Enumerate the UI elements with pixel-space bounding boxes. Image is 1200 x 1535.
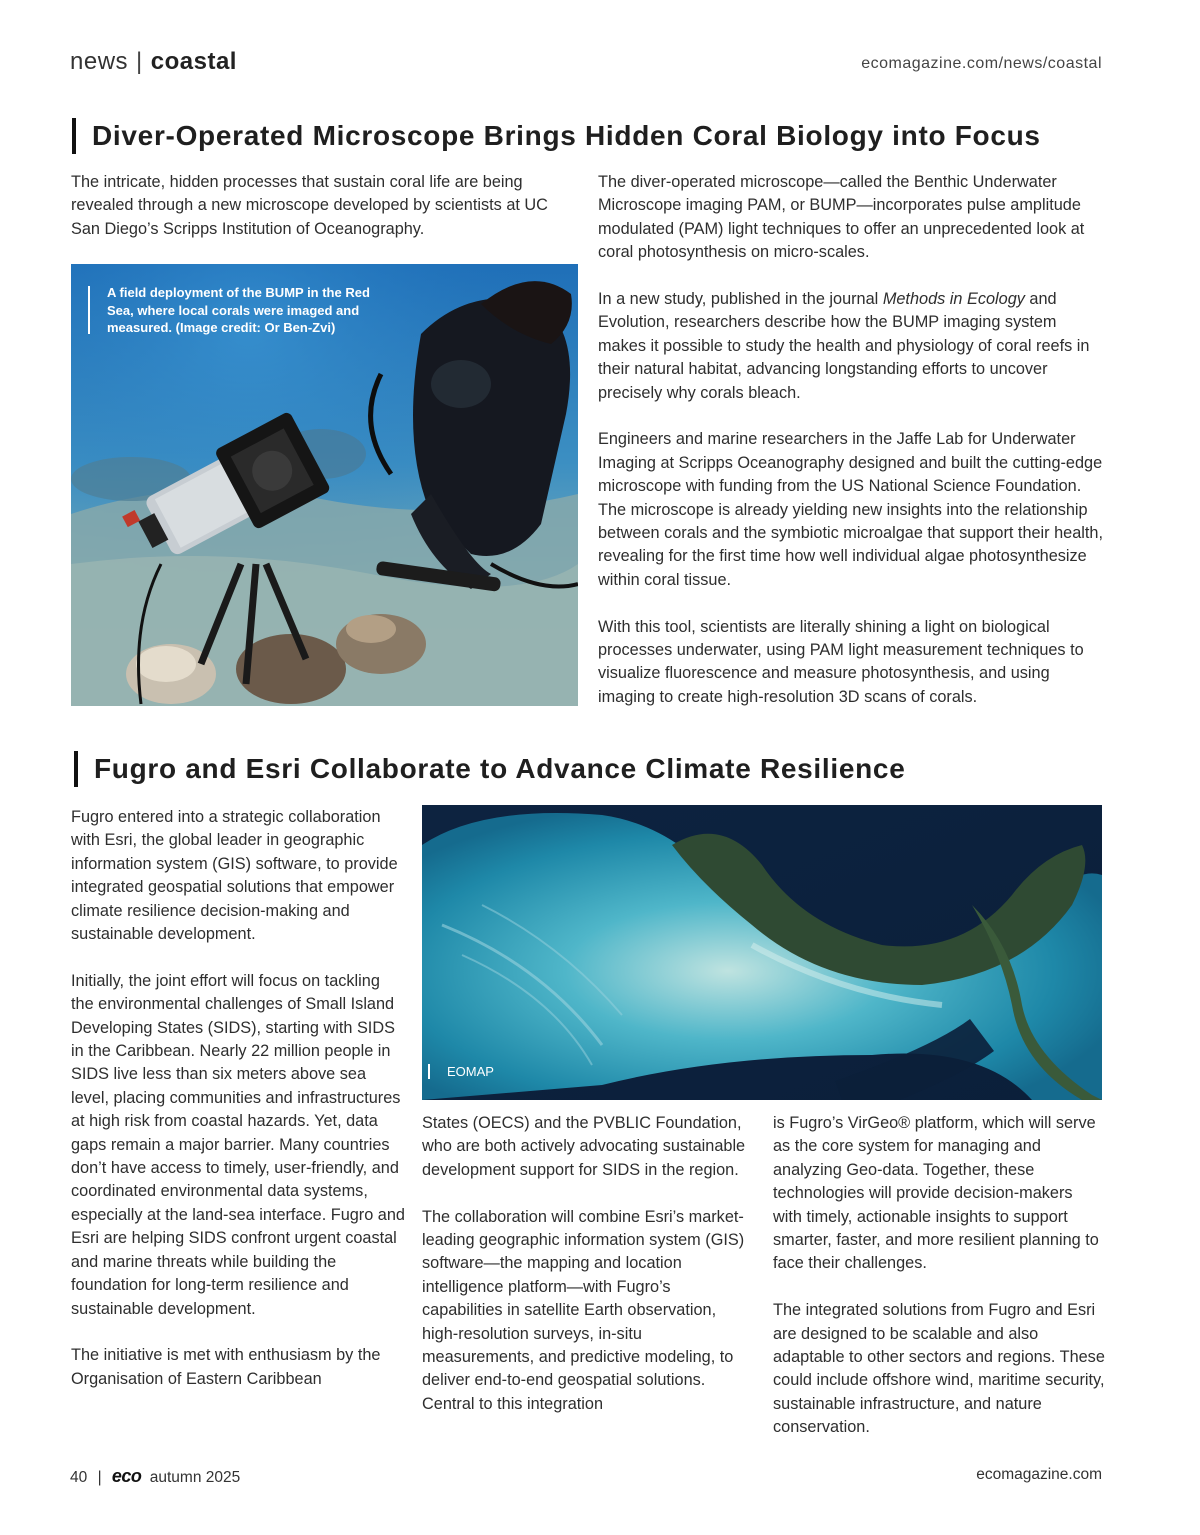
page-number: 40 — [70, 1469, 88, 1486]
header-separator: | — [136, 48, 143, 75]
header-url[interactable]: ecomagazine.com/news/coastal — [861, 55, 1102, 72]
article2-col1-paragraph-1: Fugro entered into a strategic collaboration with Esri, the global leader in geographic information system (GIS) software, to provide integrated geospatial solutions that empower climate resilience decision-making and sustainable development. — [71, 808, 398, 944]
section-label — [70, 48, 237, 76]
section-name: news — [70, 48, 129, 75]
footer-left — [70, 1466, 240, 1487]
article2-col2-paragraph-1: States (OECS) and the PVBLIC Foundation, who are both actively advocating sustainable development support for SIDS in the region. — [422, 1114, 746, 1179]
page-footer — [70, 1466, 1102, 1488]
article1-intro: The intricate, hidden processes that sustain coral life are being revealed through a new microscope developed by scientists at UC San Diego’s Scripps Institution of Oceanography. — [71, 173, 548, 238]
article2-col3-paragraph-2: The integrated solutions from Fugro and Esri are designed to be scalable and also adaptable to other sectors and regions. These could include offshore wind, maritime security, sustainable infrastructure, and nature conservation. — [773, 1301, 1105, 1437]
article2-satellite-photo — [422, 805, 1102, 1100]
article2-headline — [74, 751, 905, 787]
caption-bar — [88, 286, 90, 334]
article2-col1-paragraph-2: Initially, the joint effort will focus on tackling the environmental challenges of Small Island Developing States (SIDS), starting with SIDS in the Caribbean. Nearly 22 million people in SIDS live less than six meters above sea level, placing communities and infrastructures at high risk from coastal hazards. Yet, data gaps remain a major barrier. Many countries don’t have access to timely, user-friendly, and coordinated environmental data systems, especially at the land-sea interface. Fugro and Esri are helping SIDS confront urgent coastal and marine threats while building the foundation for long-term resilience and sustainable development. — [71, 971, 405, 1318]
article2-col3-paragraph-1: is Fugro’s VirGeo® platform, which will serve as the core system for managing and analyzing Geo-data. Together, these technologies will provide decision-makers with timely, actionable insights to support smarter, faster, and more resilient planning to face their challenges. — [773, 1114, 1099, 1273]
article1-paragraph-4: With this tool, scientists are literally shining a light on biological processes underwater, using PAM light measurement techniques to visualize fluorescence and measure photosynthesis, and using imaging to create high-resolution 3D scans of corals. — [598, 617, 1084, 706]
article2-caption-text: EOMAP — [447, 1064, 494, 1079]
article2-image-caption — [428, 1063, 548, 1081]
eco-logo: eco — [111, 1466, 142, 1486]
headline-bar — [74, 751, 78, 787]
footer-separator: | — [97, 1469, 102, 1486]
article2-col2-paragraph-2: The collaboration will combine Esri’s market-leading geographic information system (GIS) software—the mapping and location intelligence platform—with Fugro’s capabilities in satellite Earth observation, high-resolution surveys, in-situ measurements, and predictive modeling, to deliver end-to-end geospatial solutions. Central to this integration — [422, 1207, 745, 1413]
article1-paragraph-2-start: In a new study, published in the journal — [598, 290, 883, 309]
article1-paragraph-2-end: and Evolution, researchers describe how the BUMP imaging system makes it possible to study the health and physiology of coral reefs in their natural habitat, advancing longstanding efforts to uncover precisely why corals bleach. — [598, 290, 1090, 402]
article1-headline — [72, 118, 1041, 154]
article1-caption-text: A field deployment of the BUMP in the Red Sea, where local corals were imaged and measured. (Image credit: Or Ben-Zvi) — [107, 285, 370, 335]
issue-label: autumn 2025 — [149, 1469, 241, 1486]
article1-image-caption — [88, 284, 388, 337]
journal-name: Methods in Ecology — [882, 290, 1025, 309]
article2-col1-paragraph-3: The initiative is met with enthusiasm by the Organisation of Eastern Caribbean — [71, 1346, 381, 1388]
article1-paragraph-1: The diver-operated microscope—called the Benthic Underwater Microscope imaging PAM, or BUMP—incorporates pulse amplitude modulated (PAM) light techniques to offer an unprecedented look at coral photosynthesis on micro-scales. — [598, 173, 1085, 262]
article1-intro-column — [71, 171, 571, 241]
article2-column-1 — [71, 806, 406, 1391]
category-name: coastal — [150, 48, 237, 75]
caption-bar — [428, 1064, 430, 1079]
page-header — [70, 48, 1102, 80]
article1-body-column — [598, 171, 1108, 709]
article2-title: Fugro and Esri Collaborate to Advance Climate Resilience — [94, 753, 906, 784]
article2-column-3 — [773, 1112, 1105, 1440]
article1-photo — [71, 264, 578, 706]
headline-bar — [72, 118, 76, 154]
article1-paragraph-2 — [598, 288, 1108, 405]
article2-column-2 — [422, 1112, 747, 1416]
article1-paragraph-3: Engineers and marine researchers in the Jaffe Lab for Underwater Imaging at Scripps Oceanography designed and built the cutting-edge microscope with funding from the US National Science Foundation. The microscope is already yielding new insights into the relationship between corals and the symbiotic microalgae that support their health, revealing for the first time how well individual algae photosynthesize within coral tissue. — [598, 430, 1103, 589]
footer-url[interactable]: ecomagazine.com — [976, 1466, 1102, 1483]
satellite-island-image — [422, 805, 1102, 1100]
article1-title: Diver-Operated Microscope Brings Hidden Coral Biology into Focus — [92, 120, 1041, 151]
